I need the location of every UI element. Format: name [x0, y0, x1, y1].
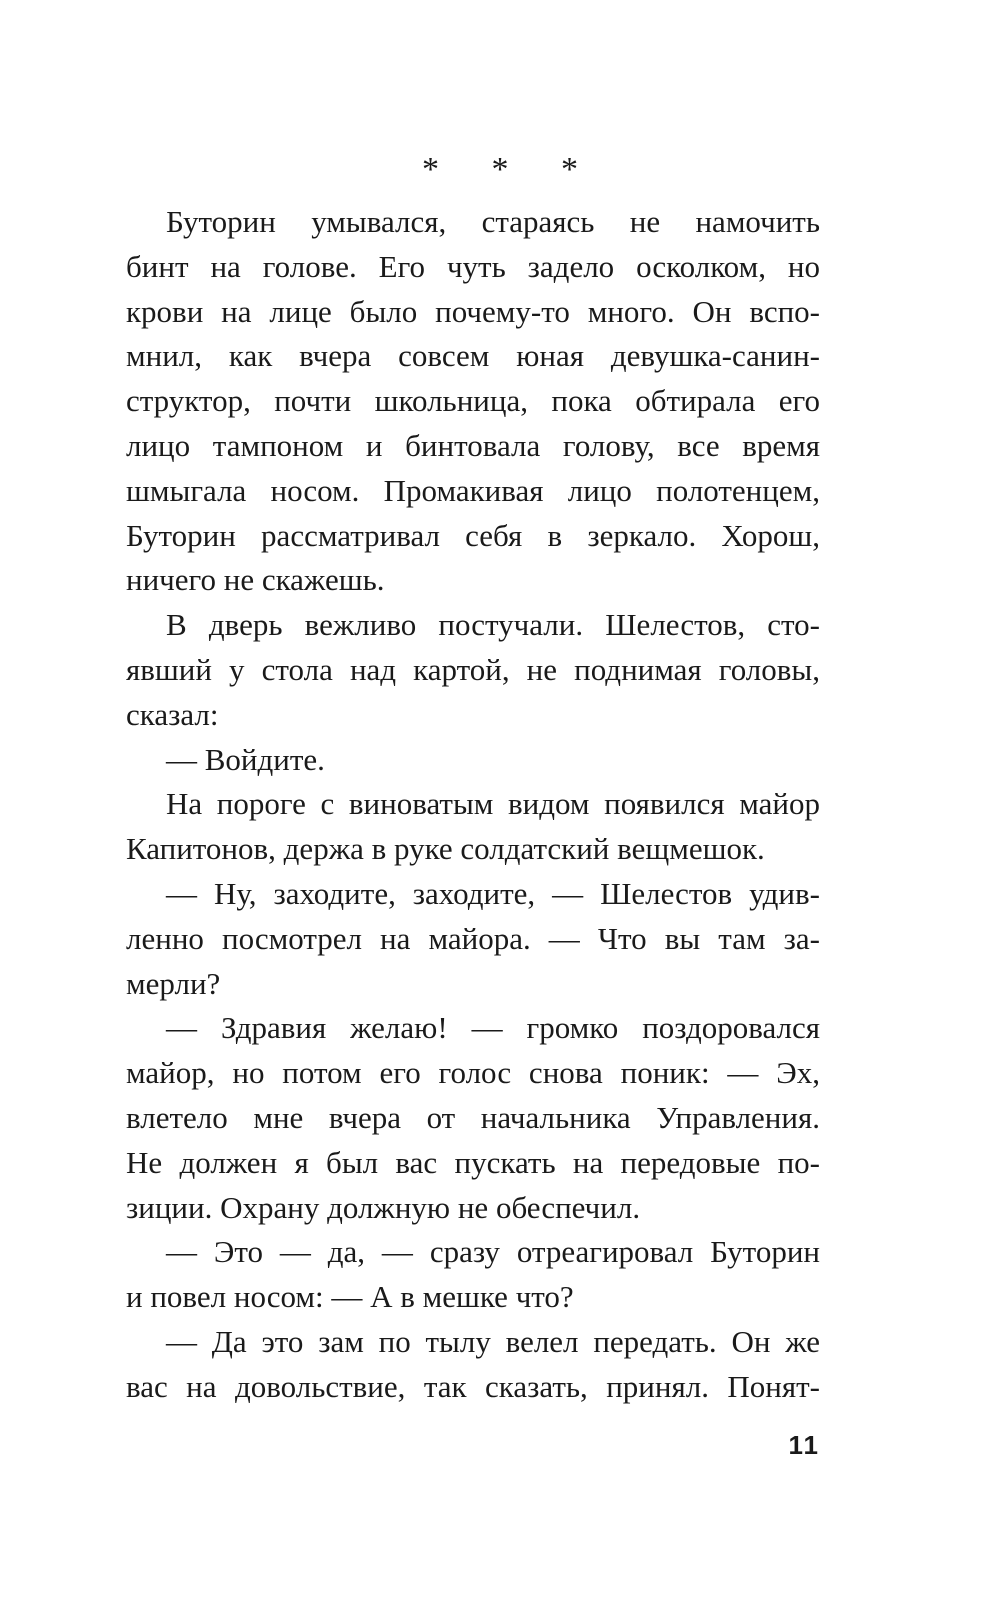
text-line: — Здравия желаю! — громко поздоровался	[166, 1010, 820, 1046]
text-line: В дверь вежливо постучали. Шелестов, сто-	[166, 607, 820, 643]
text-line: бинт на голове. Его чуть задело осколком, но	[126, 248, 820, 284]
text-line: — Да это зам по тылу велел передать. Он же	[166, 1323, 820, 1359]
text-line: — Ну, заходите, заходите, — Шелестов удив-	[166, 875, 820, 911]
text-line: зиции. Охрану должную не обеспечил.	[126, 1189, 641, 1225]
text-line: Буторин рассматривал себя в зеркало. Хорош,	[126, 517, 820, 553]
text-line: На пороге с виноватым видом появился майор	[166, 786, 820, 822]
text-line: крови на лице было почему-то много. Он вспо-	[126, 293, 820, 329]
text-line: майор, но потом его голос снова поник: — Эх,	[126, 1055, 820, 1091]
text-line: сказал:	[126, 696, 219, 732]
text-line: Буторин умывался, стараясь не намочить	[166, 204, 820, 239]
body-text	[126, 200, 820, 1410]
text-line: мнил, как вчера совсем юная девушка-санин-	[126, 338, 820, 374]
text-line: шмыгала носом. Промакивая лицо полотенцем,	[126, 472, 820, 508]
text-line: вас на довольствие, так сказать, принял. Понят-	[126, 1368, 820, 1404]
page-number: 11	[788, 1430, 820, 1460]
text-line: структор, почти школьница, пока обтирала его	[126, 383, 820, 419]
text-line: Капитонов, держа в руке солдатский вещмешок.	[126, 831, 765, 867]
text-line: — Это — да, — сразу отреагировал Буторин	[166, 1234, 820, 1270]
text-line: мерли?	[126, 965, 221, 1001]
text-line: — Войдите.	[166, 741, 325, 777]
text-line: лицо тампоном и бинтовала голову, все время	[126, 427, 820, 463]
text-line: ничего не скажешь.	[126, 562, 385, 598]
text-line: ленно посмотрел на майора. — Что вы там за-	[126, 920, 820, 956]
text-line: и повел носом: — А в мешке что?	[126, 1279, 574, 1315]
section-separator: * * *	[422, 151, 600, 188]
text-line: явший у стола над картой, не поднимая головы,	[126, 651, 820, 687]
text-line: влетело мне вчера от начальника Управления.	[126, 1099, 820, 1135]
text-line: Не должен я был вас пускать на передовые по-	[126, 1144, 820, 1180]
